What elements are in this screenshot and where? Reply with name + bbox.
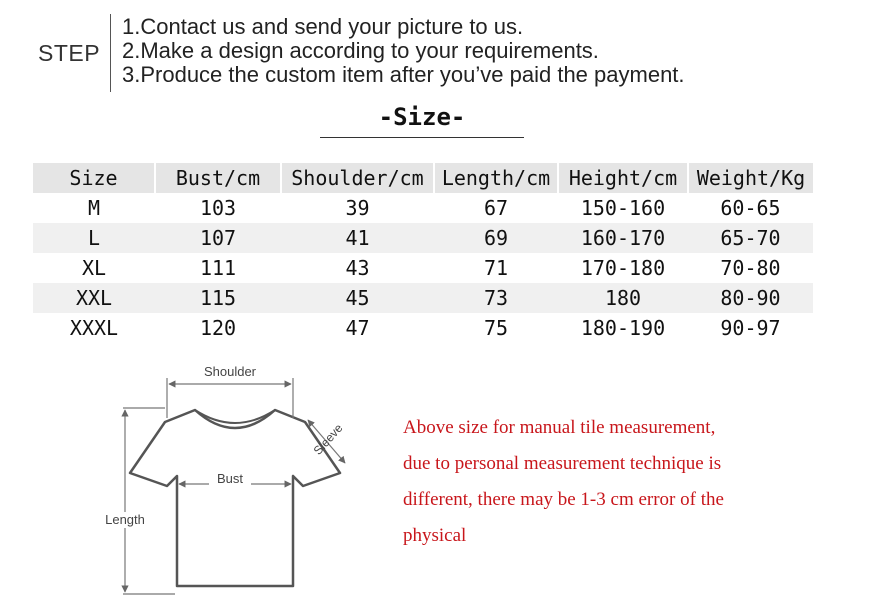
table-cell: XXL: [75, 286, 113, 310]
step-item: 3.Produce the custom item after you’ve paid the payment.: [122, 62, 685, 87]
header-height: Height/cm: [558, 163, 688, 193]
step-divider: [110, 14, 111, 92]
table-row: [33, 313, 813, 343]
table-cell: 120: [199, 316, 237, 340]
table-cell: 103: [199, 196, 237, 220]
table-cell: 65-70: [720, 226, 781, 250]
table-cell: 73: [483, 286, 509, 310]
size-table: [33, 163, 813, 343]
table-cell: 150-160: [580, 196, 666, 220]
step-list: [122, 15, 685, 87]
note-line: due to personal measurement technique is: [403, 453, 722, 474]
table-cell: L: [87, 226, 101, 250]
tshirt-measurement-diagram: [95, 358, 365, 608]
table-cell: 41: [345, 226, 370, 250]
step-item: 1.Contact us and send your picture to us.: [122, 14, 524, 39]
table-cell: 170-180: [580, 256, 666, 280]
note-line: Above size for manual tile measurement,: [403, 417, 716, 438]
table-cell: 39: [345, 196, 370, 220]
length-label: Length: [105, 512, 145, 527]
table-row: [33, 223, 813, 253]
table-row: [33, 283, 813, 313]
table-cell: 67: [483, 196, 509, 220]
table-cell: XXXL: [69, 316, 119, 340]
header-shoulder: Shoulder/cm: [281, 163, 434, 193]
table-cell: 160-170: [580, 226, 666, 250]
step-item: 2.Make a design according to your requirements.: [122, 38, 599, 63]
table-cell: 180: [604, 286, 642, 310]
sleeve-label: Sleeve: [310, 421, 346, 458]
table-cell: 71: [483, 256, 509, 280]
note-line: different, there may be 1-3 cm error of the: [403, 489, 724, 510]
table-cell: 43: [345, 256, 370, 280]
table-cell: 60-65: [720, 196, 781, 220]
step-label: STEP: [38, 40, 101, 66]
header-size: Size: [33, 163, 155, 193]
tshirt-outline: [130, 410, 340, 586]
bust-label: Bust: [216, 471, 244, 486]
table-cell: 75: [483, 316, 509, 340]
size-title: -Size-: [378, 103, 466, 131]
table-cell: 107: [199, 226, 237, 250]
table-header-row: [33, 163, 813, 193]
table-row: [33, 193, 813, 223]
table-cell: 115: [199, 286, 237, 310]
table-cell: 70-80: [720, 256, 781, 280]
header-bust: Bust/cm: [155, 163, 281, 193]
note-line: physical: [403, 525, 467, 546]
table-cell: XL: [81, 256, 107, 280]
header-weight: Weight/Kg: [696, 166, 806, 190]
table-cell: 90-97: [720, 316, 781, 340]
table-row: [33, 253, 813, 283]
table-cell: 180-190: [580, 316, 666, 340]
header-length: Length/cm: [434, 163, 558, 193]
table-cell: 45: [345, 286, 370, 310]
shoulder-label: Shoulder: [203, 364, 257, 379]
table-cell: M: [87, 196, 101, 220]
table-cell: 80-90: [720, 286, 781, 310]
size-title-underline: [320, 137, 524, 138]
table-cell: 69: [483, 226, 509, 250]
table-cell: 47: [345, 316, 370, 340]
table-cell: 111: [199, 256, 237, 280]
measurement-note: [403, 410, 863, 554]
